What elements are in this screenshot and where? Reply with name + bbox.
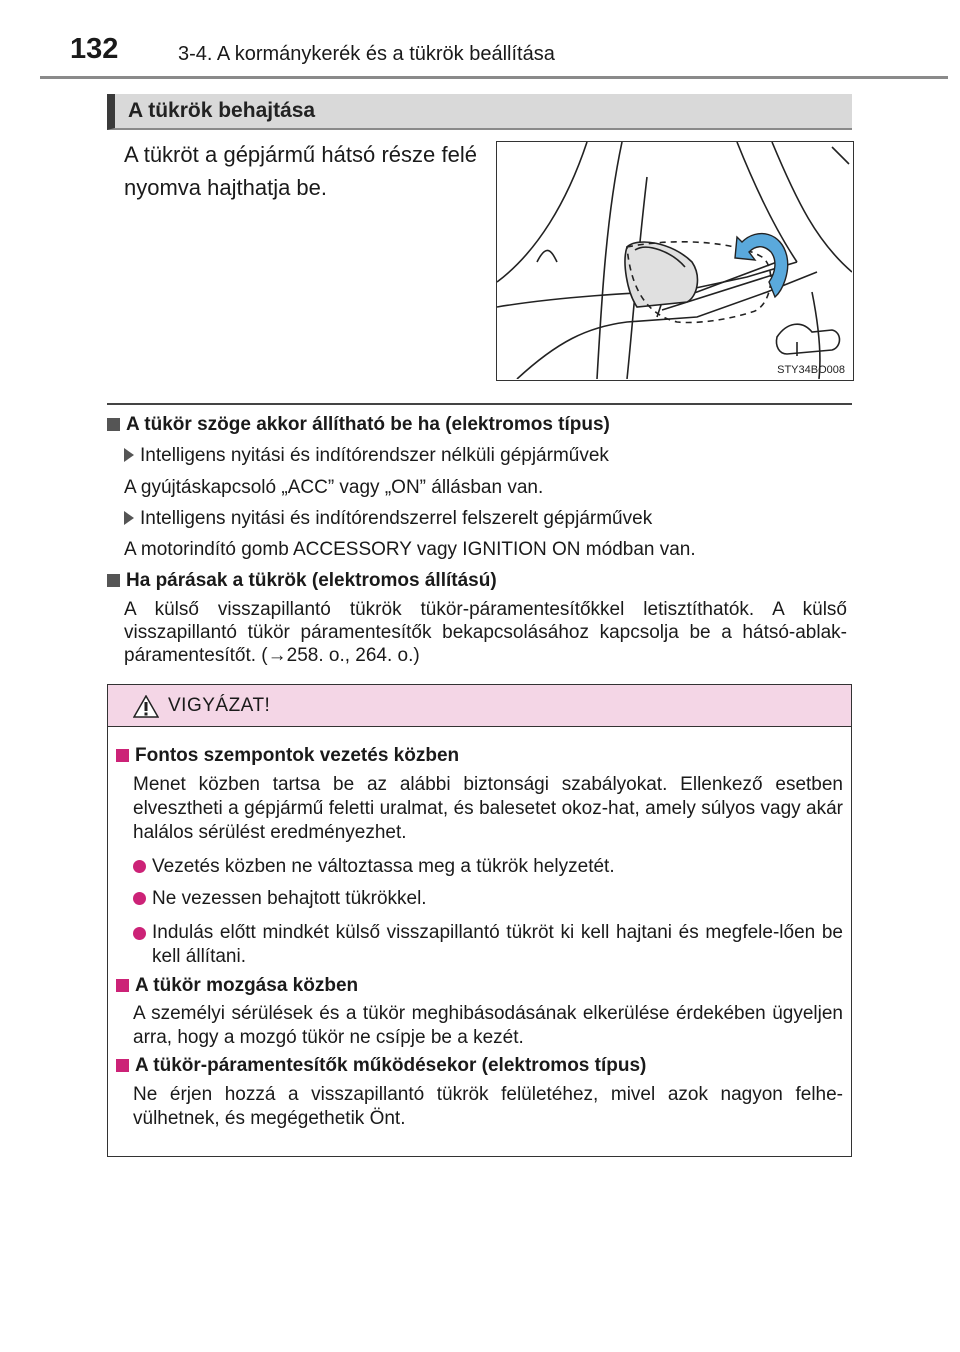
caution-bullet: Ne vezessen behajtott tükrökkel. [133,887,843,911]
caution-bullet: Vezetés közben ne változtassa meg a tükrök helyzetét. [133,855,843,879]
note-heading-2: Ha párásak a tükrök (elektromos állítású) [107,570,497,592]
square-bullet-icon [107,418,120,431]
caution-label: VIGYÁZAT! [168,695,271,716]
note-subitem: Intelligens nyitási és indítórendszer nélküli gépjárművek [124,445,609,467]
square-bullet-icon [116,1059,129,1072]
caution-heading-3: A tükör-páramentesítők működésekor (elektromos típus) [116,1055,646,1077]
dot-bullet-icon [133,860,146,873]
caution-text: Ne érjen hozzá a visszapillantó tükrök felületéhez, mivel azok nagyon felhe-vülhetnek, és megégethetik Önt. [133,1084,843,1129]
warning-triangle-icon [133,695,159,718]
note-text: A gyújtáskapcsoló „ACC” vagy „ON” állásban van. [124,477,544,498]
section-divider [107,403,852,405]
triangle-bullet-icon [124,511,134,525]
square-bullet-icon [116,979,129,992]
note-subitem: Intelligens nyitási és indítórendszerrel felszerelt gépjárművek [124,508,652,530]
figure-code: STY34BO008 [777,364,845,376]
caution-text: Menet közben tartsa be az alábbi biztonsági szabályokat. Ellenkező esetben elvesztheti a gépjármű feletti uralmat, és balesetet okoz-hat, amely súlyos vagy akár halálos sérülést eredményezhet. [133,774,843,843]
note-text: A motorindító gomb ACCESSORY vagy IGNITION ON módban van. [124,539,696,560]
page-number: 132 [70,33,119,65]
square-bullet-icon [116,749,129,762]
note-heading-1: A tükör szöge akkor állítható be ha (elektromos típus) [107,414,610,436]
chapter-title: 3-4. A kormánykerék és a tükrök beállítása [178,43,555,65]
caution-heading-2: A tükör mozgása közben [116,975,358,997]
triangle-bullet-icon [124,448,134,462]
caution-header [108,685,851,727]
caution-box [107,684,852,1157]
note-paragraph: A külső visszapillantó tükrök tükör-páramentesítőkkel letisztíthatók. A külső visszapillantó tükör páramentesítők bekapcsolásához kapcsolja be a hátsó-ablak-páramentesítőt. (→258. o., 264. o.) [124,599,847,666]
section-title: A tükrök behajtása [128,99,316,122]
caution-text: A személyi sérülések és a tükör meghibásodásának elkerülése érdekében ügyeljen arra, hogy a mozgó tükör ne csípje be a kezét. [133,1003,843,1048]
section-title-bar [107,94,852,130]
square-bullet-icon [107,574,120,587]
mirror-fold-illustration [496,141,854,381]
dot-bullet-icon [133,927,146,940]
header-rule [40,76,948,79]
caution-heading-1: Fontos szempontok vezetés közben [116,745,459,767]
intro-text: A tükröt a gépjármű hátsó része felé nyomva hajthatja be. [124,142,477,200]
mirror-drawing [497,142,852,379]
dot-bullet-icon [133,892,146,905]
caution-bullet: Indulás előtt mindkét külső visszapillantó tükröt ki kell hajtani és megfele-lően be kell állítani. [133,921,843,969]
